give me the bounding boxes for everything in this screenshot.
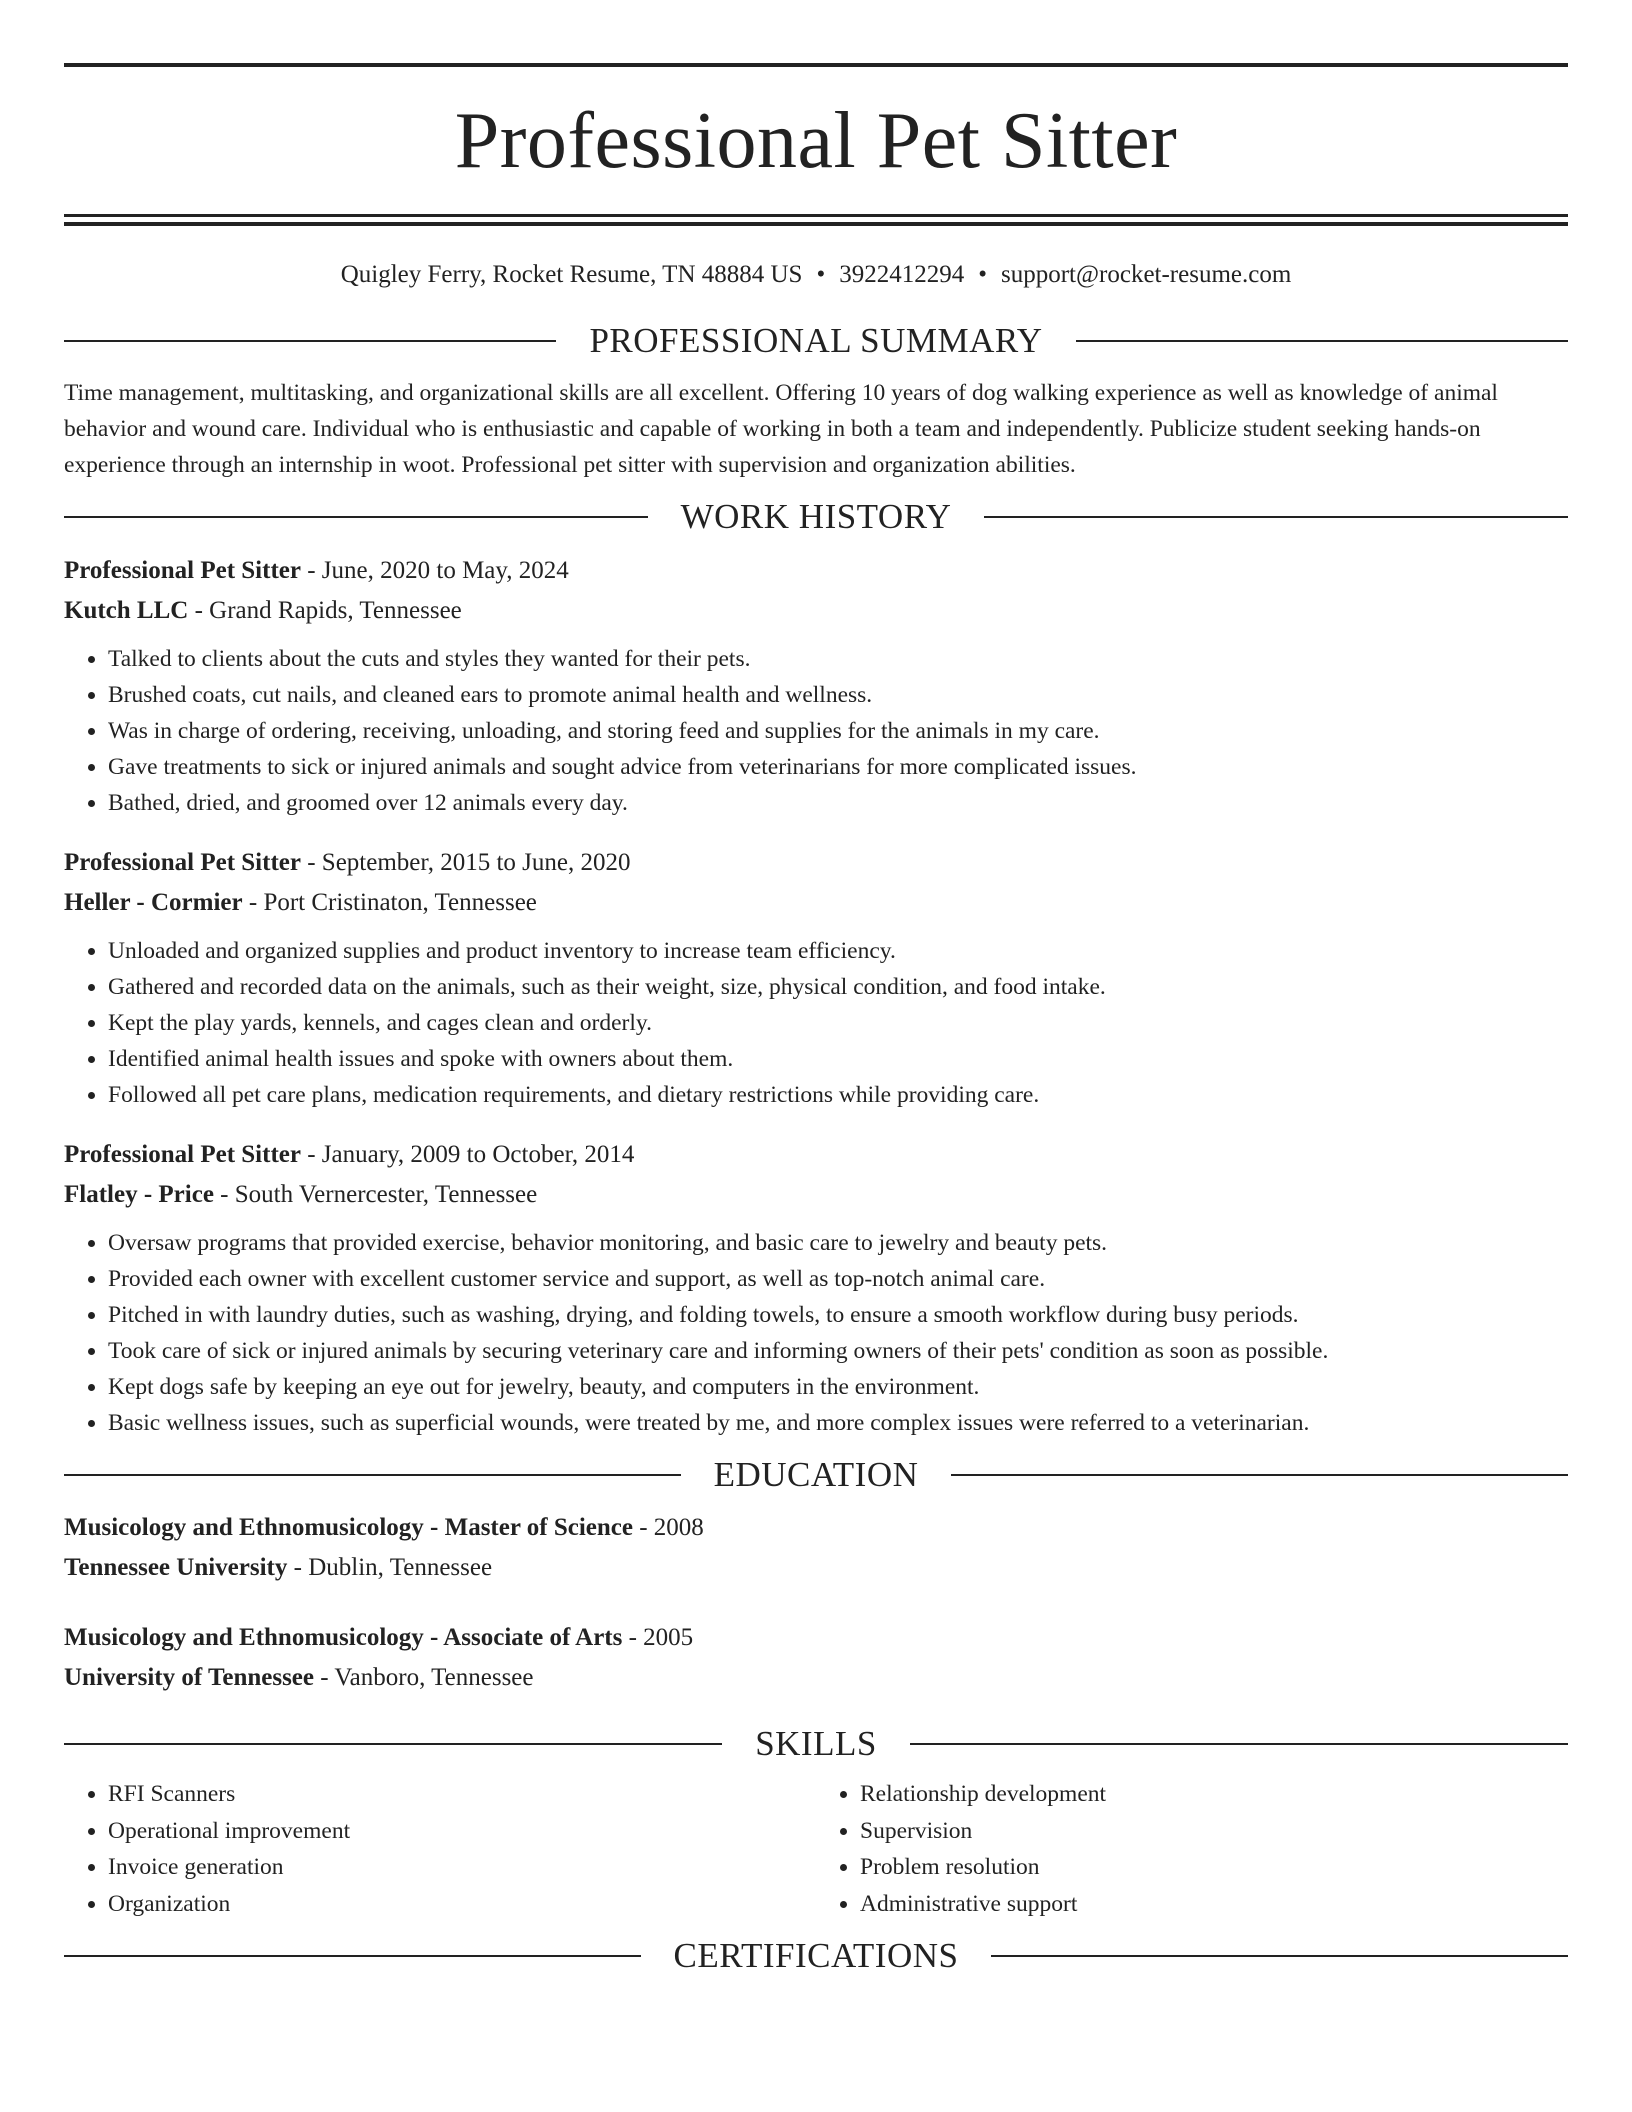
- section-rule-left: [64, 340, 556, 342]
- job-title: Professional Pet Sitter: [64, 1141, 301, 1168]
- section-rule-right: [1076, 340, 1568, 342]
- education-location: - Dublin, Tennessee: [287, 1554, 493, 1581]
- section-title-education: EDUCATION: [713, 1455, 919, 1494]
- section-rule-left: [64, 1955, 641, 1957]
- section-header-certifications: [64, 1936, 1568, 1976]
- education-degree-line: [64, 1508, 1568, 1548]
- job-company: Heller - Cormier: [64, 889, 243, 916]
- job-entry: [64, 843, 1568, 1113]
- job-title-line: [64, 843, 1568, 883]
- section-rule-right: [991, 1955, 1568, 1957]
- job-bullet: • Gave treatments to sick or injured animals and sought advice from veterinarians for more complicated issues.: [108, 749, 1568, 785]
- section-header-skills: [64, 1724, 1568, 1764]
- job-dates: - June, 2020 to May, 2024: [300, 557, 569, 584]
- job-bullet: • Followed all pet care plans, medication requirements, and dietary restrictions while providing care.: [108, 1077, 1568, 1113]
- section-rule-left: [64, 516, 648, 518]
- job-bullet: • Brushed coats, cut nails, and cleaned ears to promote animal health and wellness.: [108, 677, 1568, 713]
- section-rule-left: [64, 1743, 722, 1745]
- education-entry: [64, 1508, 1568, 1588]
- education-school: University of Tennessee: [64, 1664, 314, 1691]
- contact-separator: •: [816, 261, 826, 288]
- section-rule-right: [951, 1474, 1568, 1476]
- section-title-summary: PROFESSIONAL SUMMARY: [589, 321, 1043, 360]
- top-rule: [64, 63, 1568, 67]
- education-location: - Vanboro, Tennessee: [314, 1664, 534, 1691]
- job-bullets: [64, 933, 1568, 1113]
- education-entry: [64, 1618, 1568, 1698]
- contact-separator: •: [978, 261, 987, 288]
- job-dates: - September, 2015 to June, 2020: [300, 849, 631, 876]
- skill-item: • Relationship development: [860, 1776, 1568, 1813]
- section-rule-left: [64, 1474, 681, 1476]
- resume-page: [64, 0, 1568, 1976]
- education-school: Tennessee University: [64, 1554, 288, 1581]
- section-title-work: WORK HISTORY: [680, 497, 952, 536]
- job-bullet: • Bathed, dried, and groomed over 12 animals every day.: [108, 785, 1568, 821]
- skill-item: • Operational improvement: [108, 1813, 816, 1850]
- skill-item: • Problem resolution: [860, 1849, 1568, 1886]
- skill-item: • Organization: [108, 1886, 816, 1923]
- skill-item: • Administrative support: [860, 1886, 1568, 1923]
- job-company: Flatley - Price: [64, 1181, 214, 1208]
- header-double-rule: [64, 214, 1568, 226]
- job-company-line: [64, 883, 1568, 923]
- job-bullet: • Took care of sick or injured animals by securing veterinary care and informing owners of their pets' condition as soon as possible.: [108, 1333, 1568, 1369]
- education-school-line: [64, 1548, 1568, 1588]
- education-degree: Musicology and Ethnomusicology - Associate of Arts: [64, 1624, 623, 1651]
- education-degree: Musicology and Ethnomusicology - Master of Science: [64, 1514, 633, 1541]
- skill-item: • RFI Scanners: [108, 1776, 816, 1813]
- skills-list-right: [816, 1776, 1568, 1922]
- resume-name: Professional Pet Sitter: [454, 97, 1178, 185]
- job-company-line: [64, 1175, 1568, 1215]
- skill-item: • Supervision: [860, 1813, 1568, 1850]
- education-school-line: [64, 1658, 1568, 1698]
- job-title-line: [64, 1135, 1568, 1175]
- job-title: Professional Pet Sitter: [64, 557, 301, 584]
- job-bullet: • Talked to clients about the cuts and styles they wanted for their pets.: [108, 641, 1568, 677]
- job-bullet: • Pitched in with laundry duties, such as washing, drying, and folding towels, to ensure a smooth workflow during busy periods.: [108, 1297, 1568, 1333]
- skills-list-left: [64, 1776, 816, 1922]
- contact-email: support@rocket-resume.com: [1001, 261, 1292, 288]
- job-entry: [64, 551, 1568, 821]
- job-bullet: • Oversaw programs that provided exercise, behavior monitoring, and basic care to jewelry and beauty pets.: [108, 1225, 1568, 1261]
- contact-address: Quigley Ferry, Rocket Resume, TN 48884 US: [340, 261, 803, 288]
- job-company: Kutch LLC: [64, 597, 189, 624]
- education-year: - 2005: [622, 1624, 694, 1651]
- job-dates: - January, 2009 to October, 2014: [300, 1141, 635, 1168]
- section-title-certifications: CERTIFICATIONS: [673, 1936, 959, 1975]
- section-header-work: [64, 497, 1568, 537]
- job-title: Professional Pet Sitter: [64, 849, 301, 876]
- job-bullets: [64, 641, 1568, 821]
- job-bullets: [64, 1225, 1568, 1441]
- job-bullet: • Kept dogs safe by keeping an eye out for jewelry, beauty, and computers in the environment.: [108, 1369, 1568, 1405]
- skill-item: • Invoice generation: [108, 1849, 816, 1886]
- section-rule-right: [984, 516, 1568, 518]
- job-company-line: [64, 591, 1568, 631]
- job-bullet: • Was in charge of ordering, receiving, unloading, and storing feed and supplies for the animals in my care.: [108, 713, 1568, 749]
- contact-line: [64, 260, 1568, 290]
- job-location: - Grand Rapids, Tennessee: [188, 597, 462, 624]
- job-title-line: [64, 551, 1568, 591]
- contact-phone: 3922412294: [839, 261, 965, 288]
- job-bullet: • Identified animal health issues and spoke with owners about them.: [108, 1041, 1568, 1077]
- section-header-summary: [64, 321, 1568, 361]
- skills-columns: [64, 1776, 1568, 1922]
- job-bullet: • Provided each owner with excellent customer service and support, as well as top-notch animal care.: [108, 1261, 1568, 1297]
- job-bullet: • Unloaded and organized supplies and product inventory to increase team efficiency.: [108, 933, 1568, 969]
- job-entry: [64, 1135, 1568, 1441]
- education-year: - 2008: [632, 1514, 704, 1541]
- summary-text: Time management, multitasking, and organizational skills are all excellent. Offering 10 years of dog walking experience as well as knowledge of animal behavior and wound care. Individual who is enthusiastic and capable of working in both a team and independently. Publicize student seeking hands-on experience through an internship in woot. Professional pet sitter with supervision and organization abilities.: [64, 380, 1498, 478]
- job-bullet: • Kept the play yards, kennels, and cages clean and orderly.: [108, 1005, 1568, 1041]
- job-location: - Port Cristinaton, Tennessee: [242, 889, 537, 916]
- job-bullet: • Gathered and recorded data on the animals, such as their weight, size, physical condition, and food intake.: [108, 969, 1568, 1005]
- job-bullet: • Basic wellness issues, such as superficial wounds, were treated by me, and more complex issues were referred to a veterinarian.: [108, 1405, 1568, 1441]
- education-degree-line: [64, 1618, 1568, 1658]
- section-rule-right: [910, 1743, 1568, 1745]
- job-location: - South Vernercester, Tennessee: [213, 1181, 538, 1208]
- section-header-education: [64, 1455, 1568, 1495]
- section-title-skills: SKILLS: [755, 1724, 877, 1763]
